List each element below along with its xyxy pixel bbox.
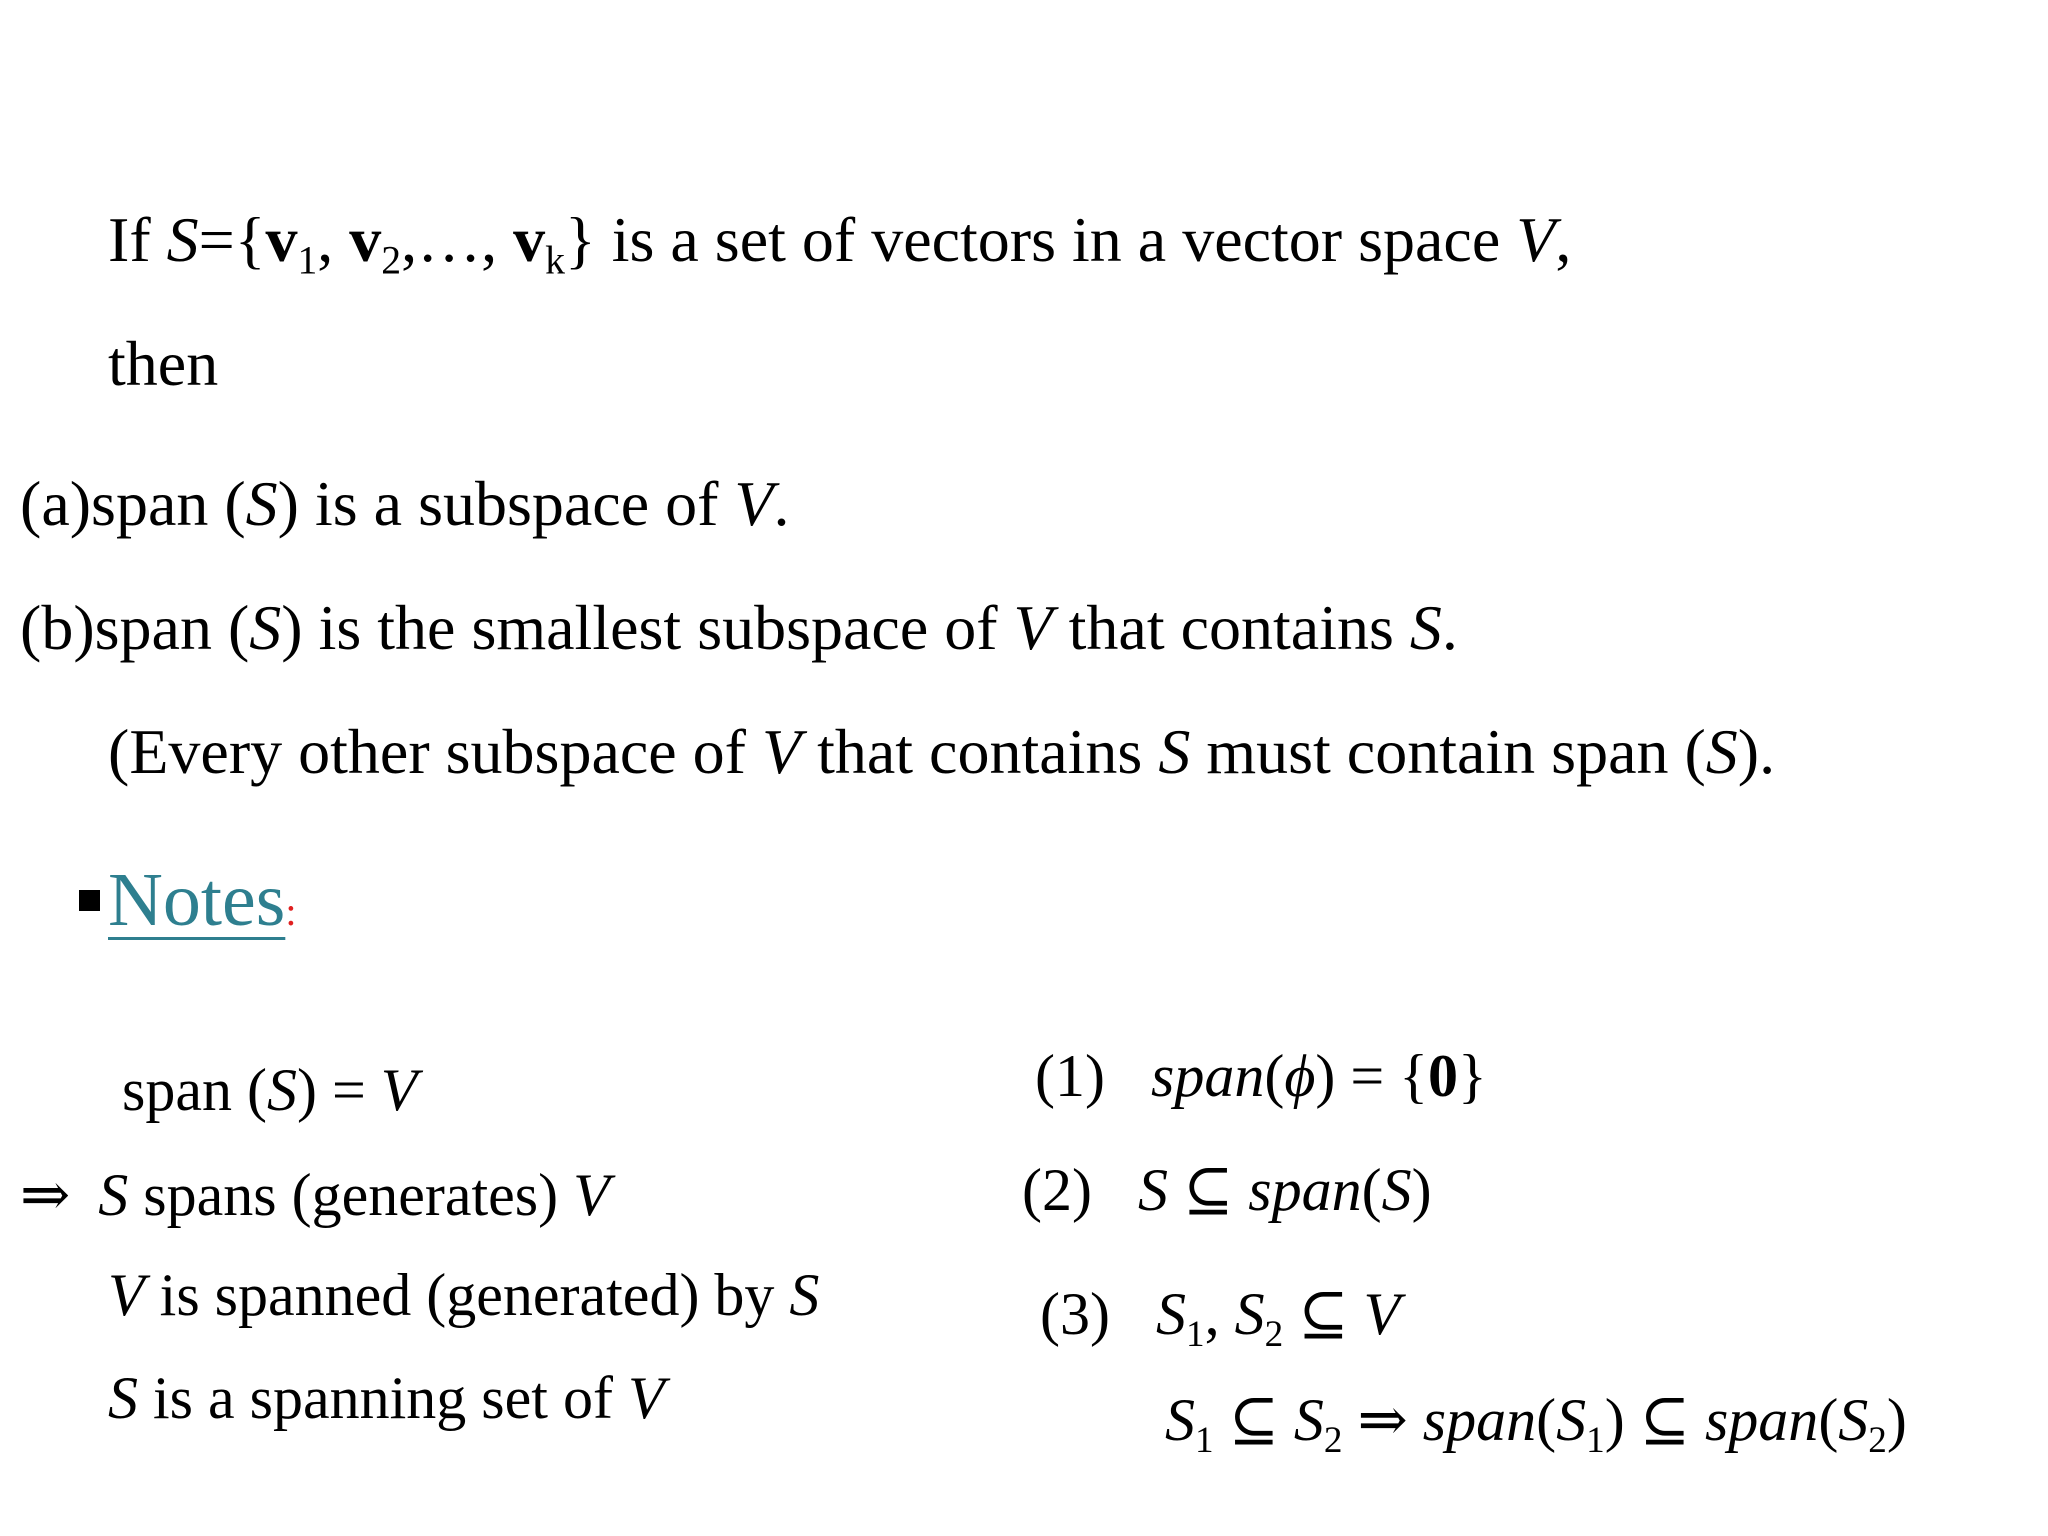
square-bullet-icon xyxy=(79,890,100,911)
text: ( xyxy=(1361,1157,1382,1223)
text: ) is the smallest subspace of xyxy=(281,592,1014,663)
part-label: (b) xyxy=(20,592,95,663)
set-symbol: S xyxy=(1234,1281,1265,1347)
set-symbol: S xyxy=(1165,1387,1195,1453)
set-symbol: S xyxy=(789,1262,820,1328)
subscript: 2 xyxy=(1868,1419,1887,1461)
empty-set-symbol: ϕ xyxy=(1284,1043,1316,1109)
set-symbol: S xyxy=(249,592,282,663)
vector-symbol: v xyxy=(265,204,298,275)
text: ) xyxy=(1886,1387,1907,1453)
text: is a set of vectors in a vector space xyxy=(595,204,1517,275)
set-symbol: S xyxy=(1705,716,1738,787)
subset-symbol: ⊆ xyxy=(1167,1157,1249,1223)
part-label: (a) xyxy=(20,468,92,539)
vector-symbol: v xyxy=(513,204,546,275)
notes-colon: : xyxy=(285,889,297,934)
text: must contain span ( xyxy=(1190,716,1706,787)
span-symbol: span xyxy=(1704,1387,1819,1453)
set-symbol: S xyxy=(245,468,278,539)
set-symbol: S xyxy=(1556,1387,1587,1453)
subscript: 1 xyxy=(1195,1419,1214,1461)
span-symbol: span xyxy=(1422,1387,1537,1453)
text: ( xyxy=(1818,1387,1839,1453)
text: span ( xyxy=(94,592,250,663)
text: ) xyxy=(1604,1387,1625,1453)
zero-vector-symbol: 0 xyxy=(1428,1043,1458,1109)
space-symbol: V xyxy=(108,1262,145,1328)
subscript: 2 xyxy=(381,238,402,283)
brace: } xyxy=(1458,1043,1487,1109)
left-note-3 xyxy=(108,1262,820,1328)
set-symbol: S xyxy=(166,204,199,275)
text: span ( xyxy=(91,468,246,539)
set-symbol: S xyxy=(108,1365,138,1431)
space-symbol: V xyxy=(573,1162,610,1228)
text: ,…, xyxy=(401,204,514,275)
subset-symbol: ⊆ xyxy=(1283,1281,1364,1347)
brace: { xyxy=(234,204,266,275)
text: (Every other subspace of xyxy=(108,716,762,787)
space-symbol: V xyxy=(1363,1281,1401,1347)
text: ) = xyxy=(296,1057,381,1123)
text: , xyxy=(1555,204,1572,275)
text: , xyxy=(1204,1281,1235,1347)
text: ) xyxy=(1411,1157,1432,1223)
vector-symbol: v xyxy=(349,204,382,275)
subscript: 2 xyxy=(1323,1419,1343,1461)
set-symbol: S xyxy=(1158,716,1191,787)
subscript: 2 xyxy=(1264,1313,1284,1355)
subscript: 1 xyxy=(1185,1313,1205,1355)
left-note-2 xyxy=(20,1162,610,1228)
set-symbol: S xyxy=(266,1057,297,1123)
set-symbol: S xyxy=(1155,1281,1186,1347)
text: ). xyxy=(1737,716,1776,787)
note-number: (3) xyxy=(1040,1281,1110,1347)
brace: } xyxy=(564,204,596,275)
subset-symbol: ⊆ xyxy=(1213,1387,1294,1453)
text: , xyxy=(317,204,350,275)
subscript: 1 xyxy=(297,238,318,283)
theorem-part-b-remark xyxy=(108,716,1776,787)
right-note-1 xyxy=(1035,1043,1487,1109)
text: is a spanning set of xyxy=(138,1365,628,1431)
text: that contains xyxy=(1052,592,1410,663)
set-symbol: S xyxy=(1381,1157,1412,1223)
text: that contains xyxy=(801,716,1159,787)
theorem-part-b xyxy=(20,592,1458,663)
space-symbol: V xyxy=(1013,592,1053,663)
notes-heading xyxy=(108,858,297,942)
text: is spanned (generated) by xyxy=(144,1262,790,1328)
right-note-3-implication xyxy=(1165,1387,1907,1461)
theorem-line-2: then xyxy=(108,328,219,399)
right-note-3 xyxy=(1040,1281,1401,1355)
subscript: 1 xyxy=(1586,1419,1605,1461)
text: . xyxy=(1441,592,1458,663)
space-symbol: V xyxy=(1516,204,1556,275)
subscript: k xyxy=(545,238,565,283)
text: spans (generates) xyxy=(128,1162,574,1228)
subset-symbol: ⊆ xyxy=(1624,1387,1705,1453)
text: = xyxy=(198,204,235,275)
space-symbol: V xyxy=(761,716,802,787)
span-symbol: span xyxy=(1150,1043,1265,1109)
space-symbol: V xyxy=(380,1057,418,1123)
space-symbol: V xyxy=(627,1365,665,1431)
theorem-line-1 xyxy=(108,204,1572,283)
text: If xyxy=(108,204,167,275)
text: ( xyxy=(1264,1043,1285,1109)
set-symbol: S xyxy=(1293,1387,1324,1453)
right-note-2 xyxy=(1022,1157,1432,1223)
set-symbol: S xyxy=(1409,592,1442,663)
implies-icon: ⇒ xyxy=(20,1162,71,1228)
left-note-1 xyxy=(122,1057,418,1123)
note-number: (2) xyxy=(1022,1157,1092,1223)
theorem-part-a xyxy=(20,468,790,539)
text: ) xyxy=(1315,1043,1336,1109)
text: span ( xyxy=(122,1057,267,1123)
set-symbol: S xyxy=(1838,1387,1869,1453)
notes-link[interactable]: Notes xyxy=(108,858,286,942)
note-number: (1) xyxy=(1035,1043,1105,1109)
set-symbol: S xyxy=(98,1162,129,1228)
space-symbol: V xyxy=(734,468,774,539)
text: ) is a subspace of xyxy=(277,468,735,539)
set-symbol: S xyxy=(1137,1157,1168,1223)
text: = { xyxy=(1335,1043,1428,1109)
left-note-4 xyxy=(108,1365,665,1431)
span-symbol: span xyxy=(1248,1157,1362,1223)
text: ( xyxy=(1536,1387,1557,1453)
implies-icon: ⇒ xyxy=(1342,1387,1423,1453)
text: . xyxy=(773,468,790,539)
